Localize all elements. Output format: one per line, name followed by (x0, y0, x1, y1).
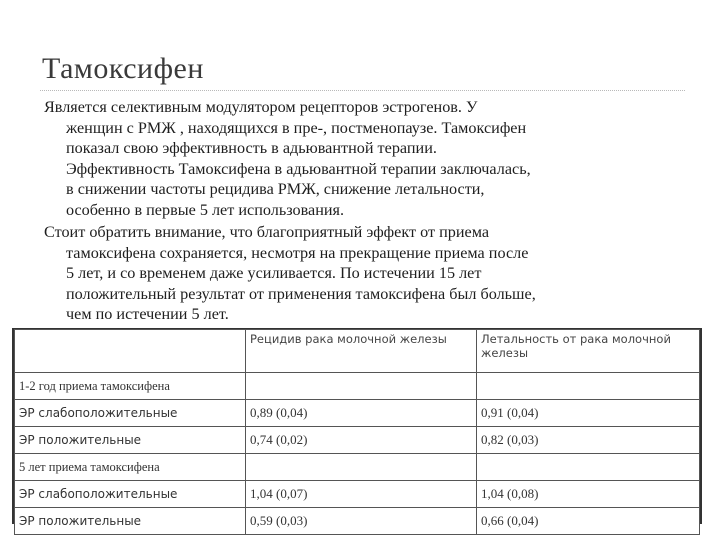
row-label: ЭР слабоположительные (15, 400, 246, 427)
table-cell: 0,59 (0,03) (246, 508, 477, 535)
results-table-grid (14, 329, 700, 535)
text-line: показал свою эффективность в адьювантной терапии. (66, 139, 437, 157)
title-divider (40, 90, 685, 91)
row-label: ЭР слабоположительные (15, 481, 246, 508)
table-cell (477, 373, 700, 400)
text-line: тамоксифена сохраняется, несмотря на прекращение приема после (66, 243, 529, 262)
text-line: Стоит обратить внимание, что благоприятный эффект от приема (44, 223, 490, 241)
table-cell (477, 454, 700, 481)
table-group-row (15, 373, 700, 400)
table-cell: 0,66 (0,04) (477, 508, 700, 535)
table-group-row (15, 454, 700, 481)
paragraph-2 (44, 222, 684, 325)
table-cell: 0,82 (0,03) (477, 427, 700, 454)
slide-body (44, 97, 684, 327)
header-cell-mortality: Летальность от рака молочной железы (477, 330, 700, 373)
table-row (15, 481, 700, 508)
header-cell (15, 330, 246, 373)
text-line: особенно в первые 5 лет использования. (66, 200, 345, 219)
table-cell: 0,91 (0,04) (477, 400, 700, 427)
group-label: 5 лет приема тамоксифена (15, 454, 246, 481)
table-cell (246, 373, 477, 400)
table-cell: 0,74 (0,02) (246, 427, 477, 454)
table-cell: 1,04 (0,08) (477, 481, 700, 508)
group-label: 1-2 год приема тамоксифена (15, 373, 246, 400)
table-cell: 1,04 (0,07) (246, 481, 477, 508)
header-cell-recurrence: Рецидив рака молочной железы (246, 330, 477, 373)
table-row (15, 400, 700, 427)
text-line: 5 лет, и со временем даже усиливается. По истечении 15 лет (66, 264, 482, 282)
text-line: чем по истечении 5 лет. (66, 305, 229, 323)
row-label: ЭР положительные (15, 508, 246, 535)
table-cell: 0,89 (0,04) (246, 400, 477, 427)
text-line: Является селективным модулятором рецепторов эстрогенов. У (44, 98, 478, 116)
text-line: в снижении частоты рецидива РМЖ, снижение летальности, (66, 180, 485, 198)
table-row (15, 508, 700, 535)
text-line: женщин с РМЖ , находящихся в пре-, постменопаузе. Тамоксифен (66, 118, 527, 137)
results-table (12, 328, 702, 528)
row-label: ЭР положительные (15, 427, 246, 454)
table-row (15, 427, 700, 454)
table-cell (246, 454, 477, 481)
paragraph-1 (44, 97, 684, 220)
text-line: положительный результат от применения тамоксифена был больше, (66, 284, 536, 303)
table-header-row (15, 330, 700, 373)
text-line: Эффективность Тамоксифена в адьювантной терапии заключалась, (66, 159, 531, 178)
slide-title: Тамоксифен (42, 52, 204, 85)
